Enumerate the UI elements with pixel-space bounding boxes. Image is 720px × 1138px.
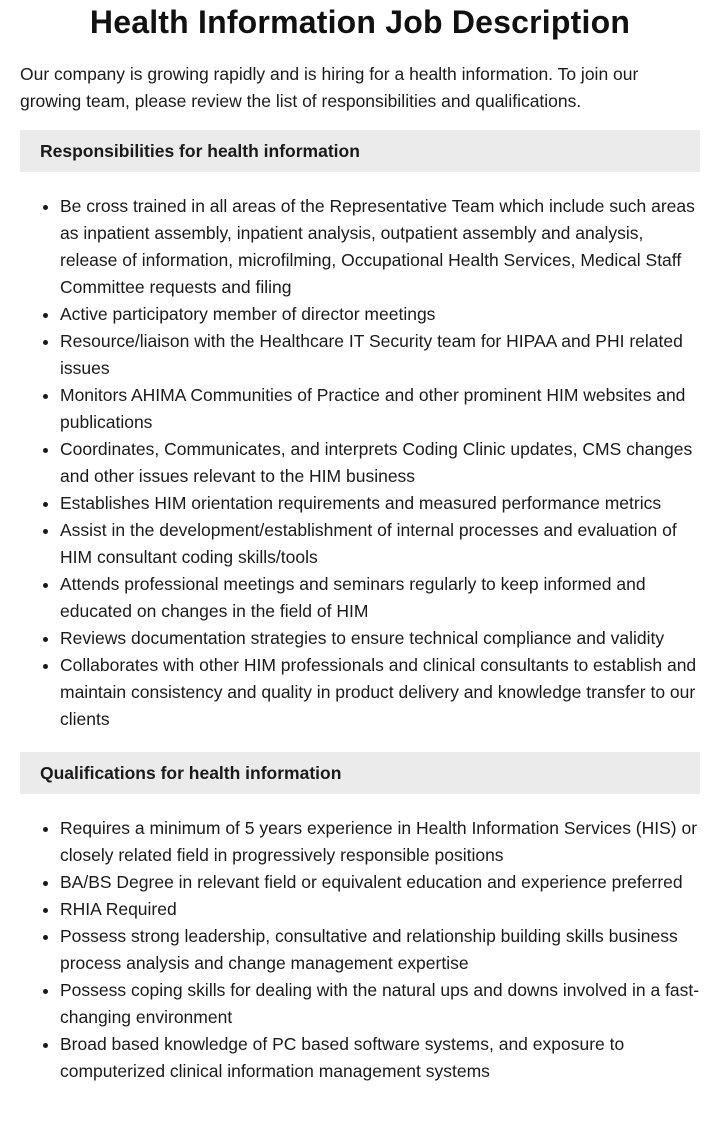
list-item: • Establishes HIM orientation requirements and measured performance metrics bbox=[60, 490, 700, 517]
intro-paragraph: Our company is growing rapidly and is hiring for a health information. To join our growing team, please review the list of responsibilities and qualifications. bbox=[20, 64, 639, 111]
responsibilities-heading: Responsibilities for health information bbox=[20, 130, 700, 172]
list-item: • RHIA Required bbox=[60, 896, 700, 923]
list-item: • Broad based knowledge of PC based software systems, and exposure to computerized clinical information management systems bbox=[60, 1031, 700, 1085]
list-item: • Reviews documentation strategies to ensure technical compliance and validity bbox=[60, 625, 700, 652]
list-item: • Attends professional meetings and seminars regularly to keep informed and educated on changes in the field of HIM bbox=[60, 571, 700, 625]
page-title: Health Information Job Description bbox=[89, 4, 631, 40]
responsibilities-list bbox=[20, 193, 700, 733]
list-item: • Collaborates with other HIM professionals and clinical consultants to establish and maintain consistency and quality in product delivery and knowledge transfer to our clients bbox=[60, 652, 700, 733]
qualifications-list bbox=[20, 815, 700, 1085]
list-item: • Possess coping skills for dealing with the natural ups and downs involved in a fast-changing environment bbox=[60, 977, 700, 1031]
list-item: • BA/BS Degree in relevant field or equivalent education and experience preferred bbox=[60, 869, 700, 896]
list-item: • Resource/liaison with the Healthcare IT Security team for HIPAA and PHI related issues bbox=[60, 328, 700, 382]
list-item: • Assist in the development/establishment of internal processes and evaluation of HIM consultant coding skills/tools bbox=[60, 517, 700, 571]
list-item: • Active participatory member of director meetings bbox=[60, 301, 700, 328]
list-item: • Possess strong leadership, consultative and relationship building skills business process analysis and change management expertise bbox=[60, 923, 700, 977]
list-item: • Requires a minimum of 5 years experience in Health Information Services (HIS) or closely related field in progressively responsible positions bbox=[60, 815, 700, 869]
list-item: • Monitors AHIMA Communities of Practice and other prominent HIM websites and publications bbox=[60, 382, 700, 436]
list-item: • Be cross trained in all areas of the Representative Team which include such areas as inpatient assembly, inpatient analysis, outpatient assembly and analysis, release of information, microfilming, Occupational Health Services, Medical Staff Committee requests and filing bbox=[60, 193, 700, 301]
list-item: • Coordinates, Communicates, and interprets Coding Clinic updates, CMS changes and other issues relevant to the HIM business bbox=[60, 436, 700, 490]
qualifications-heading: Qualifications for health information bbox=[20, 752, 700, 794]
